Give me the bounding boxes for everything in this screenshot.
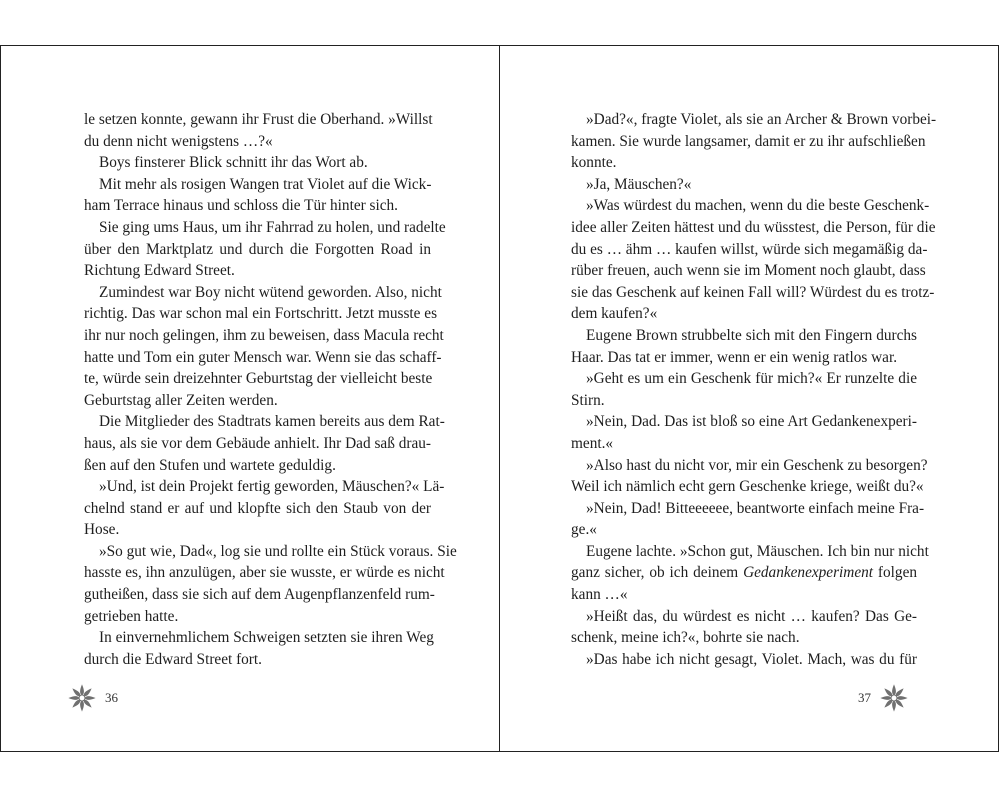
text-line: »Ja, Mäuschen?«	[586, 175, 692, 193]
right-page	[499, 45, 999, 752]
text-line: Haar. Das tat er immer, wenn er ein wenig ratlos war.	[571, 348, 898, 366]
right-page-text	[571, 109, 937, 670]
text-line	[571, 562, 917, 584]
text-line: »Dad?«, fragte Violet, als sie an Archer & Brown vorbei-	[586, 111, 937, 128]
text-line: Sie ging ums Haus, um ihr Fahrrad zu holen, und radelte	[99, 218, 446, 236]
text-line: Geburtstag aller Zeiten werden.	[84, 391, 278, 409]
text-line: Weil ich nämlich echt gern Geschenke kriege, weißt du?«	[571, 478, 924, 496]
left-page	[0, 45, 500, 752]
left-page-text	[84, 109, 457, 670]
text-line: ihr nur noch gelingen, ihm zu beweisen, dass Macula recht	[84, 326, 444, 344]
text-line: du es … ähm … kaufen willst, würde sich megamäßig da-	[571, 240, 928, 258]
left-folio	[65, 678, 124, 718]
right-folio	[852, 678, 911, 718]
text-line: schenk, meine ich?«, bohrte sie nach.	[571, 629, 800, 647]
text-line: »Nein, Dad! Bitteeeeee, beantworte einfach meine Fra-	[586, 499, 925, 517]
text-line: kann …«	[571, 586, 628, 604]
italic-term: Gedankenexperiment	[743, 564, 874, 582]
text-line: idee aller Zeiten hättest und du wüsstest, die Person, für die	[571, 218, 936, 236]
text-line: Eugene lachte. »Schon gut, Mäuschen. Ich bin nur nicht	[586, 542, 929, 560]
text-line: »So gut wie, Dad«, log sie und rollte ein Stück voraus. Sie	[99, 542, 457, 560]
flower-ornament-icon	[877, 681, 911, 715]
text-line: »Heißt das, du würdest es nicht … kaufen? Das Ge-	[586, 607, 917, 625]
text-line: richtig. Das war schon mal ein Fortschritt. Jetzt musste es	[84, 305, 438, 323]
text-line: Eugene Brown strubbelte sich mit den Fingern durchs	[586, 326, 917, 344]
text-line: In einvernehmlichem Schweigen setzten sie ihren Weg	[99, 629, 434, 647]
text-line: Mit mehr als rosigen Wangen trat Violet auf die Wick-	[99, 175, 432, 193]
text-line: »Also hast du nicht vor, mir ein Geschenk zu besorgen?	[586, 456, 928, 474]
text-line: hasste es, ihn anzulügen, aber sie wusste, er würde es nicht	[84, 564, 445, 582]
text-line: le setzen konnte, gewann ihr Frust die Oberhand. »Willst	[84, 111, 433, 128]
text-fragment: folgen	[877, 564, 918, 582]
text-line: du denn nicht wenigstens …?«	[84, 132, 273, 150]
text-line: dem kaufen?«	[571, 305, 658, 323]
text-line: kamen. Sie wurde langsamer, damit er zu ihr aufschließen	[571, 132, 926, 150]
text-line: chelnd stand er auf und klopfte sich den Staub von der	[84, 499, 431, 517]
text-line: »Und, ist dein Projekt fertig geworden, Mäuschen?« Lä-	[99, 478, 445, 496]
text-line: »Nein, Dad. Das ist bloß so eine Art Gedankenexperi-	[586, 413, 917, 431]
text-line: Stirn.	[571, 391, 605, 409]
text-line: ßen auf den Stufen und wartete geduldig.	[84, 456, 336, 474]
text-line: »Das habe ich nicht gesagt, Violet. Mach, was du für	[586, 650, 917, 668]
text-line: ham Terrace hinaus und schloss die Tür hinter sich.	[84, 197, 398, 215]
text-line: über den Marktplatz und durch die Forgotten Road in	[84, 240, 431, 258]
text-line: Richtung Edward Street.	[84, 262, 235, 280]
page-number: 37	[858, 690, 871, 705]
text-line: rüber freuen, auch wenn sie im Moment noch glaubt, dass	[571, 262, 926, 280]
text-line: ge.«	[571, 521, 597, 539]
page-number: 36	[105, 690, 118, 705]
text-line: te, würde sein dreizehnter Geburtstag der vielleicht beste	[84, 370, 433, 388]
text-line: gutheißen, dass sie sich auf dem Augenpflanzenfeld rum-	[84, 586, 435, 604]
text-line: »Was würdest du machen, wenn du die beste Geschenk-	[586, 197, 930, 215]
book-spread	[0, 45, 1000, 752]
text-line: ment.«	[571, 434, 614, 452]
text-line: Hose.	[84, 521, 120, 539]
text-line: konnte.	[571, 154, 617, 172]
text-line: durch die Edward Street fort.	[84, 650, 262, 668]
text-line: getrieben hatte.	[84, 607, 179, 625]
text-line: Die Mitglieder des Stadtrats kamen bereits aus dem Rat-	[99, 413, 445, 431]
text-fragment: ganz sicher, ob ich deinem	[571, 564, 739, 582]
flower-ornament-icon	[65, 681, 99, 715]
text-line: Zumindest war Boy nicht wütend geworden. Also, nicht	[99, 283, 442, 301]
text-line: sie das Geschenk auf keinen Fall will? Würdest du es trotz-	[571, 283, 935, 301]
text-line: hatte und Tom ein guter Mensch war. Wenn sie das schaff-	[84, 348, 442, 366]
text-line: haus, als sie vor dem Gebäude anhielt. Ihr Dad saß drau-	[84, 434, 431, 452]
text-line: Boys finsterer Blick schnitt ihr das Wort ab.	[99, 154, 368, 172]
text-line: »Geht es um ein Geschenk für mich?« Er runzelte die	[586, 370, 917, 388]
